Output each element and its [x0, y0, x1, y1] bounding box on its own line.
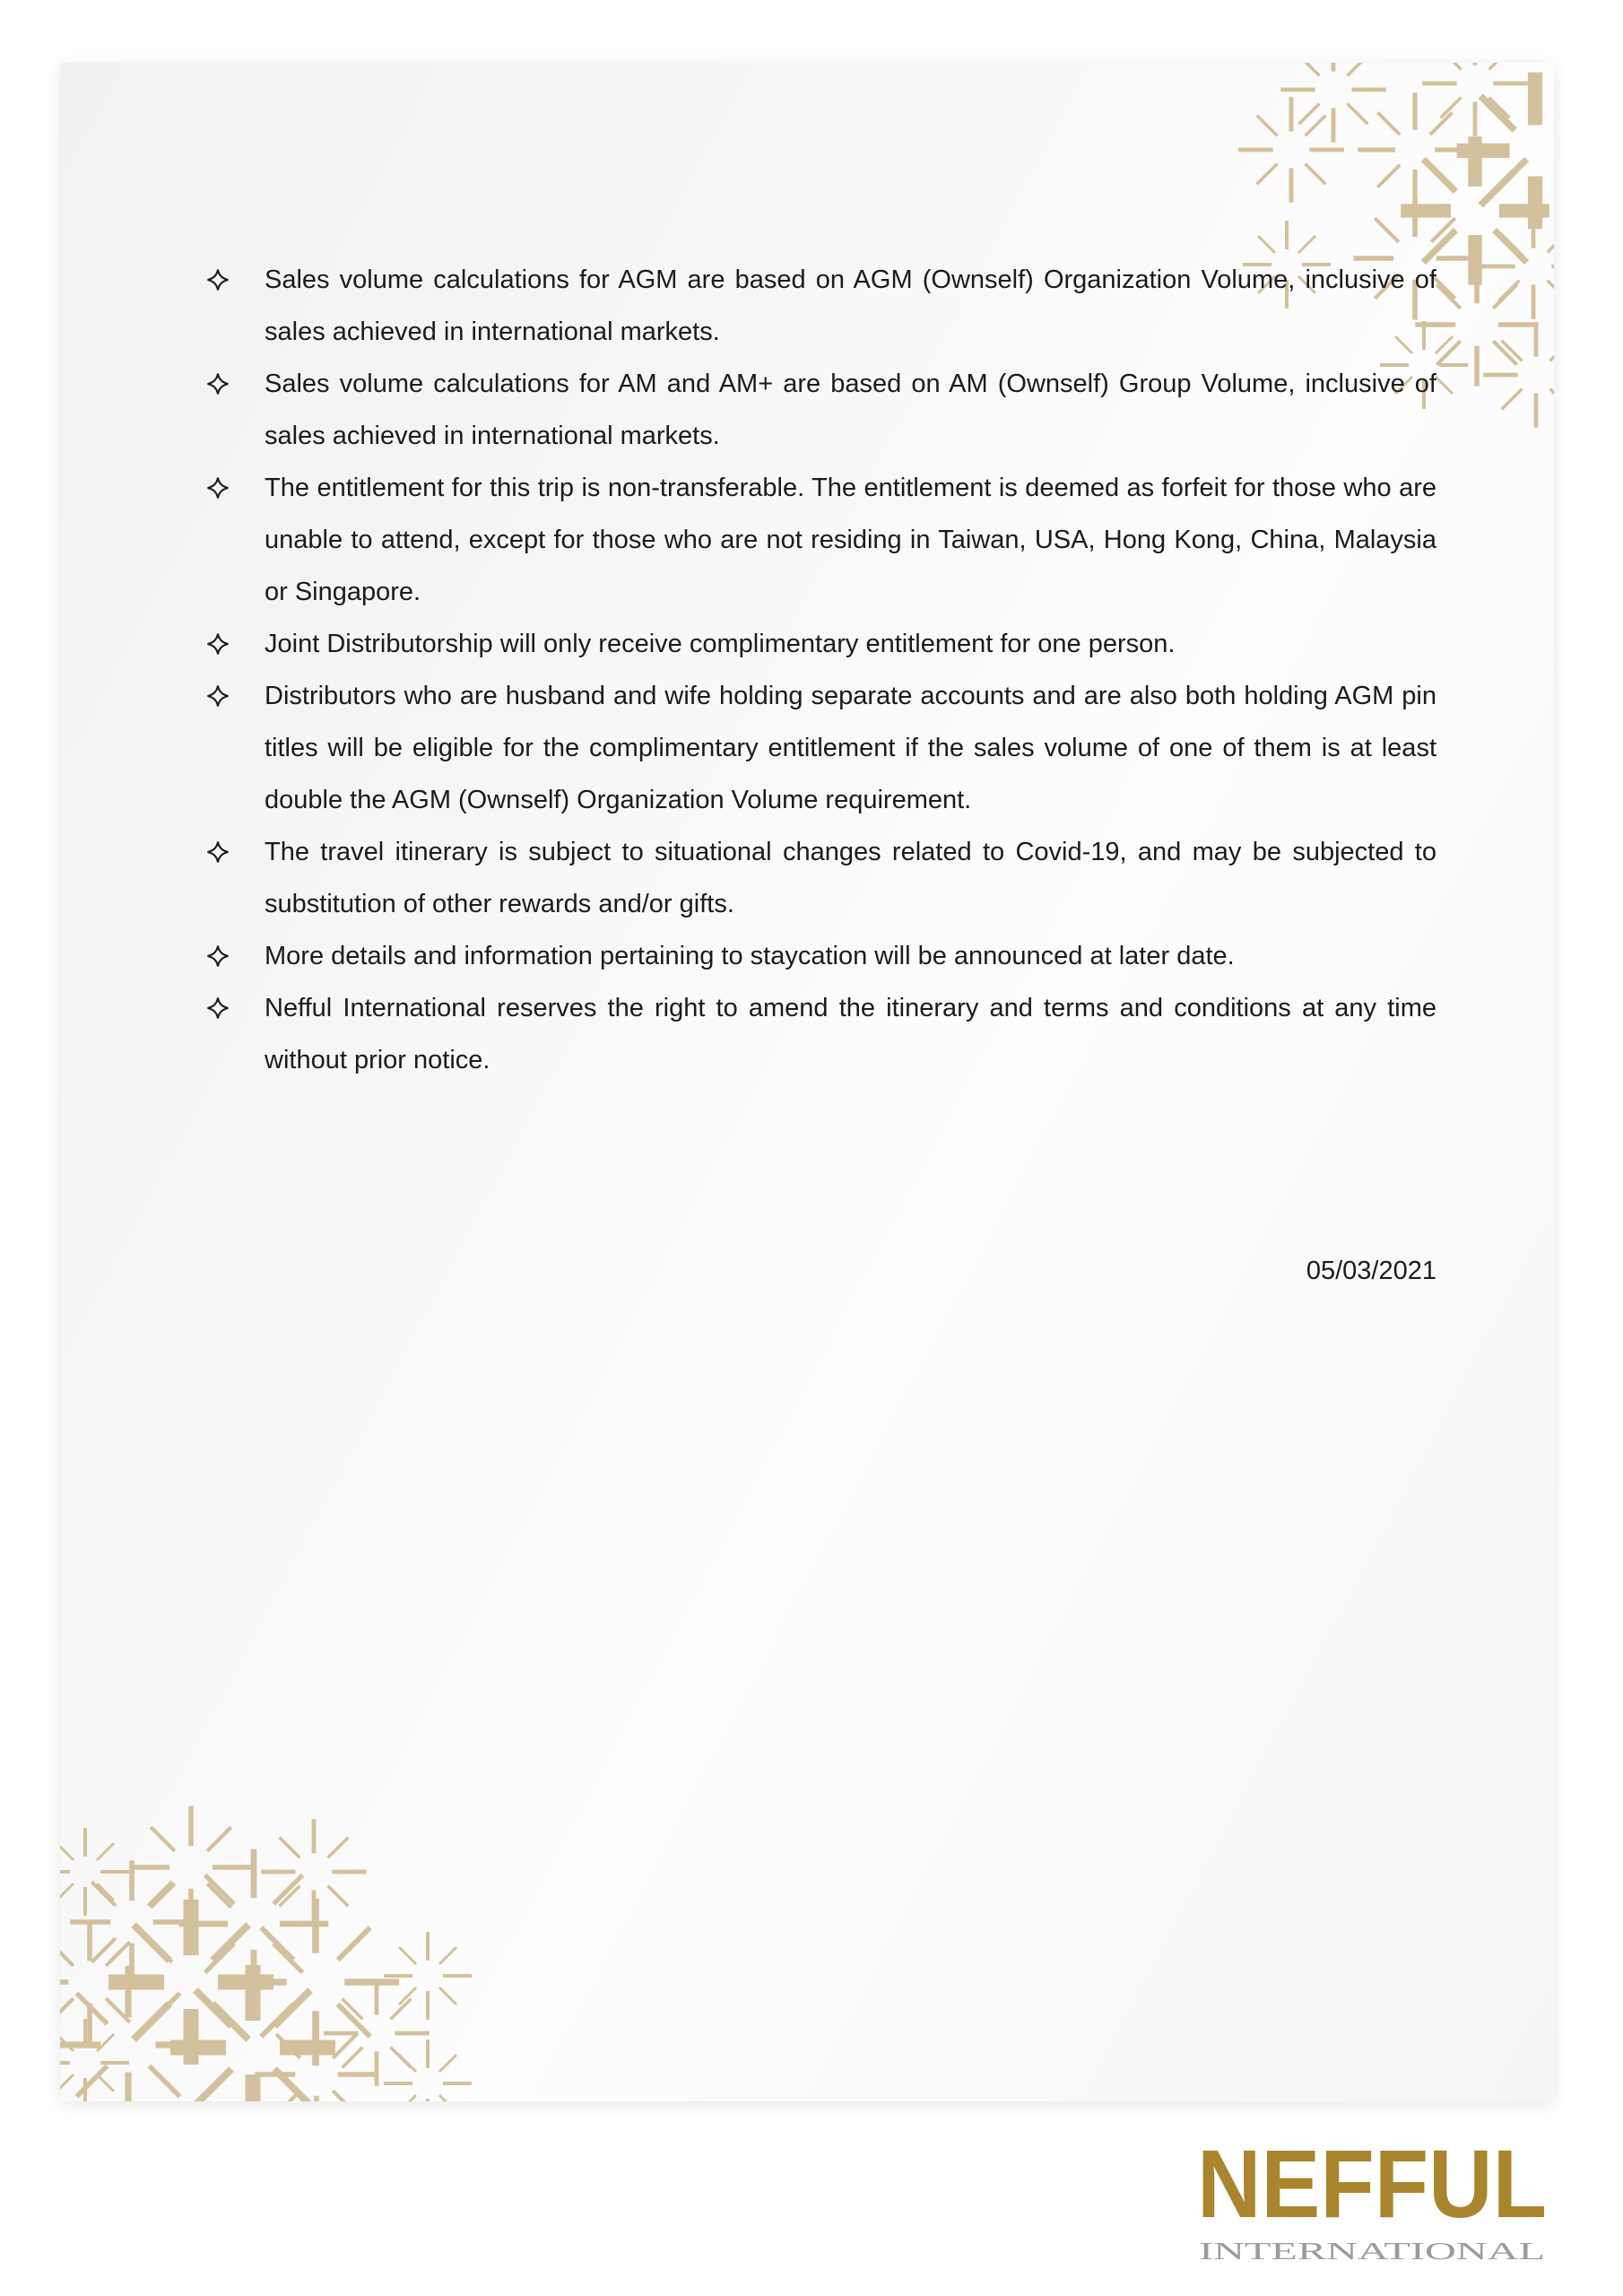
four-pointed-star-bullet-icon [206, 684, 230, 708]
term-text: The travel itinerary is subject to situational changes related to Covid-19, and may be subjected to substitution of other rewards and/or gifts. [265, 838, 1436, 918]
term-item [265, 462, 1436, 618]
sparkle-icon [1422, 63, 1528, 136]
sparkle-icon [384, 2039, 472, 2101]
sparkle-icon [60, 1920, 152, 2043]
terms-list [265, 254, 1436, 1086]
nefful-logo [1197, 2145, 1547, 2266]
four-pointed-star-bullet-icon [206, 268, 230, 291]
term-text: Nefful International reserves the right to amend the itinerary and terms and conditions at any time without prior notice. [265, 994, 1436, 1074]
sparkle-icon [70, 1860, 193, 1983]
sparkle-icon [324, 1980, 430, 2086]
four-pointed-star-bullet-icon [206, 996, 230, 1020]
sparkle-icon [1238, 97, 1344, 203]
sparkle-icon [1280, 63, 1386, 143]
logo-wordmark: NEFFUL [1197, 2145, 1547, 2238]
sparkle-icon [384, 1932, 472, 2020]
four-pointed-star-bullet-icon [206, 840, 230, 864]
term-text: Distributors who are husband and wife holding separate accounts and are also both holding AGM pin titles will be eligible for the complimentary entitlement if the sales volume of one of them is at least double the AGM (Ownself) Organization Volume requirement. [265, 682, 1436, 814]
term-item [265, 930, 1436, 982]
sparkle-icon [1480, 213, 1554, 319]
sparkle-icon [60, 1966, 207, 2101]
sparkle-icon [129, 1805, 252, 1928]
term-item [265, 670, 1436, 826]
four-pointed-star-bullet-icon [206, 476, 230, 500]
sparkle-icon [179, 1849, 329, 1999]
term-text: Joint Distributorship will only receive complimentary entitlement for one person. [265, 630, 1176, 658]
sparkle-icon [1483, 322, 1554, 428]
four-pointed-star-bullet-icon [206, 944, 230, 968]
term-text: More details and information pertaining to staycation will be announced at later date. [265, 942, 1235, 970]
four-pointed-star-bullet-icon [206, 632, 230, 656]
sparkle-icon [108, 1900, 273, 2065]
sparkle-icon [170, 1965, 335, 2101]
four-pointed-star-bullet-icon [206, 372, 230, 396]
logo-subtitle: INTERNATIONAL [1199, 2238, 1545, 2265]
term-text: The entitlement for this trip is non-transferable. The entitlement is deemed as forfeit for those who are unable to attend, except for those who are not residing in Taiwan, USA, Hong Kong, China, Malaysia or Singapore. [265, 474, 1436, 606]
page-sheet [60, 63, 1554, 2101]
term-item [265, 826, 1436, 930]
sparkle-icon [1358, 92, 1471, 206]
sparkle-icon [255, 2013, 378, 2101]
term-item [265, 358, 1436, 462]
sparkle-icon [261, 1819, 367, 1925]
sparkle-icon [232, 1899, 399, 2066]
sparkle-icon [1457, 73, 1554, 230]
term-item [265, 982, 1436, 1086]
sparkle-icon [60, 2019, 129, 2101]
term-item [265, 254, 1436, 358]
term-item [265, 618, 1436, 670]
term-text: Sales volume calculations for AM and AM+ are based on AM (Ownself) Group Volume, inclusive of sales achieved in international markets. [265, 370, 1436, 450]
term-text: Sales volume calculations for AGM are based on AGM (Ownself) Organization Volume, inclusive of sales achieved in international markets. [265, 265, 1436, 346]
brand-logo [1197, 2145, 1547, 2266]
sparkle-icon [60, 1828, 129, 1916]
document-date: 05/03/2021 [1306, 1257, 1436, 1285]
